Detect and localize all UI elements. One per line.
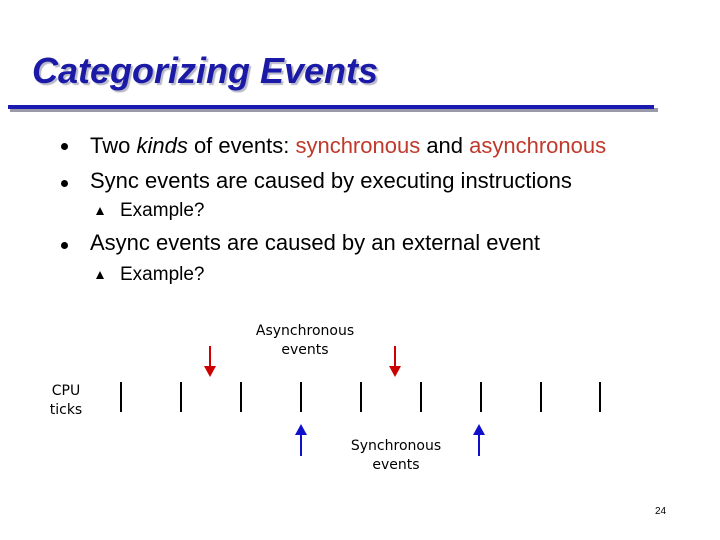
cpu-label-line2: ticks bbox=[49, 402, 83, 418]
sync-event-arrow-up-icon bbox=[294, 424, 308, 456]
sync-events-label bbox=[333, 437, 459, 475]
sub-bullet-2-text: Example? bbox=[120, 264, 205, 285]
async-event-arrow-down-icon bbox=[203, 346, 217, 378]
async-label-line2: events bbox=[281, 342, 329, 358]
title-rule bbox=[8, 105, 654, 109]
bullet-3-text: Async events are caused by an external event bbox=[90, 230, 541, 255]
sync-label-line1: Synchronous bbox=[350, 438, 442, 454]
page-number: 24 bbox=[655, 506, 667, 517]
async-label-line1: Asynchronous bbox=[255, 323, 355, 339]
bullet-1-emphasis: kinds bbox=[136, 133, 188, 158]
sync-label-line2: events bbox=[372, 457, 420, 473]
cpu-tick bbox=[599, 382, 601, 412]
slide-title: Categorizing Events bbox=[32, 50, 379, 91]
cpu-tick bbox=[300, 382, 302, 412]
cpu-label-line1: CPU bbox=[51, 383, 81, 399]
bullet-1-mid: of events: bbox=[187, 133, 296, 158]
bullet-dot-icon bbox=[61, 143, 68, 150]
sub-bullet-diamond-icon bbox=[96, 207, 104, 215]
cpu-tick bbox=[420, 382, 422, 412]
bullet-dot-icon bbox=[61, 242, 68, 249]
cpu-tick bbox=[360, 382, 362, 412]
bullet-2-text: Sync events are caused by executing instructions bbox=[90, 168, 572, 193]
bullet-1-sync-word: synchronous bbox=[295, 133, 421, 158]
cpu-tick bbox=[540, 382, 542, 412]
cpu-tick bbox=[120, 382, 122, 412]
cpu-tick bbox=[240, 382, 242, 412]
async-event-arrow-down-icon bbox=[388, 346, 402, 378]
bullet-dot-icon bbox=[61, 180, 68, 187]
bullet-1-prefix: Two bbox=[90, 133, 137, 158]
bullet-1-text bbox=[90, 133, 606, 159]
bullet-1-and: and bbox=[420, 133, 470, 158]
cpu-tick bbox=[480, 382, 482, 412]
sync-event-arrow-up-icon bbox=[472, 424, 486, 456]
sub-bullet-1-text: Example? bbox=[120, 200, 205, 221]
cpu-ticks-label bbox=[40, 382, 92, 420]
async-events-label bbox=[240, 322, 370, 360]
bullet-1-async-word: asynchronous bbox=[469, 133, 607, 158]
cpu-tick bbox=[180, 382, 182, 412]
sub-bullet-diamond-icon bbox=[96, 271, 104, 279]
